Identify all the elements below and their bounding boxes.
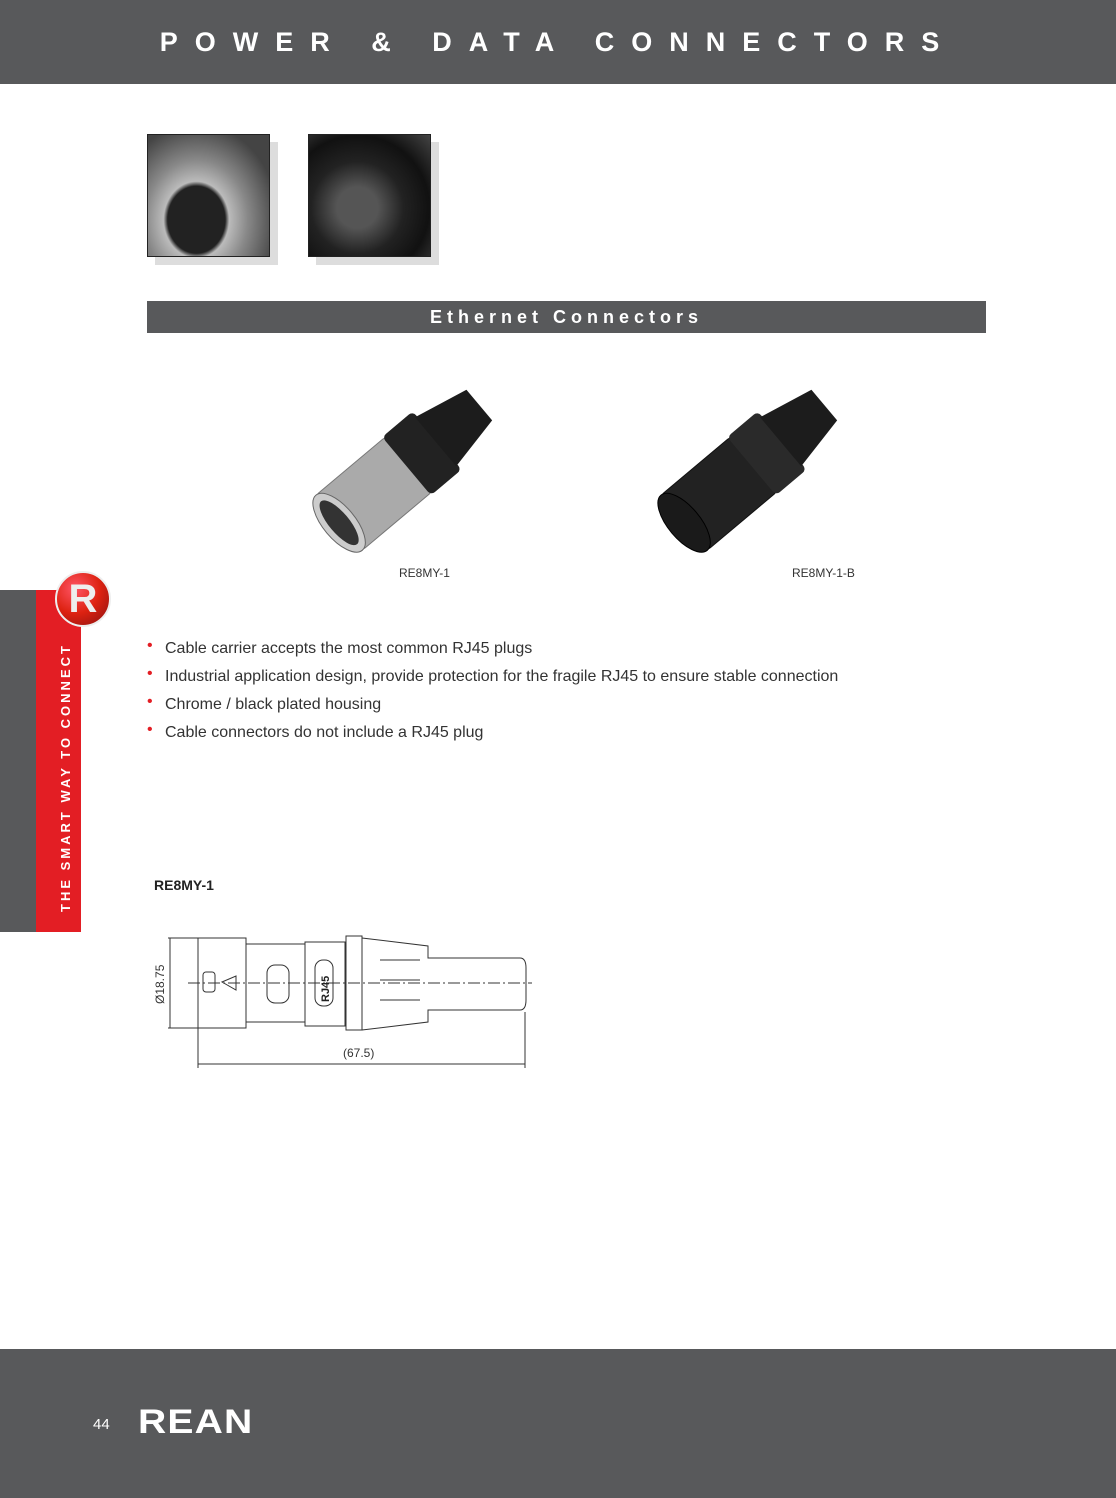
section-title: Ethernet Connectors xyxy=(147,301,986,333)
diameter-dimension: Ø18.75 xyxy=(153,964,167,1004)
rean-brand-logo: REAN xyxy=(138,1403,254,1441)
length-dimension: (67.5) xyxy=(343,1046,375,1060)
chrome-connector-closeup-image xyxy=(147,134,270,257)
product-code-caption: RE8MY-1-B xyxy=(792,566,855,580)
product-code-caption: RE8MY-1 xyxy=(399,566,450,580)
sidebar-tagline: THE SMART WAY TO CONNECT xyxy=(58,643,73,912)
drawing-title: RE8MY-1 xyxy=(154,877,214,893)
page-header xyxy=(0,0,1116,84)
page-number: 44 xyxy=(93,1416,110,1433)
feature-item: • Chrome / black plated housing xyxy=(147,694,838,716)
rj45-label: RJ45 xyxy=(320,975,332,1002)
product-image-black xyxy=(630,368,850,563)
header-title: POWER & DATA CONNECTORS xyxy=(159,26,957,57)
technical-drawing xyxy=(140,920,540,1080)
black-connector-closeup-image xyxy=(308,134,431,257)
feature-item: • Cable connectors do not include a RJ45 plug xyxy=(147,722,838,744)
product-image-chrome xyxy=(285,368,505,563)
feature-item: • Cable carrier accepts the most common RJ45 plugs xyxy=(147,638,838,660)
feature-item: • Industrial application design, provide protection for the fragile RJ45 to ensure stable connection xyxy=(147,666,838,688)
feature-list xyxy=(147,638,838,750)
sidebar-tab-grey xyxy=(0,590,36,932)
rean-r-logo: R xyxy=(55,571,111,627)
